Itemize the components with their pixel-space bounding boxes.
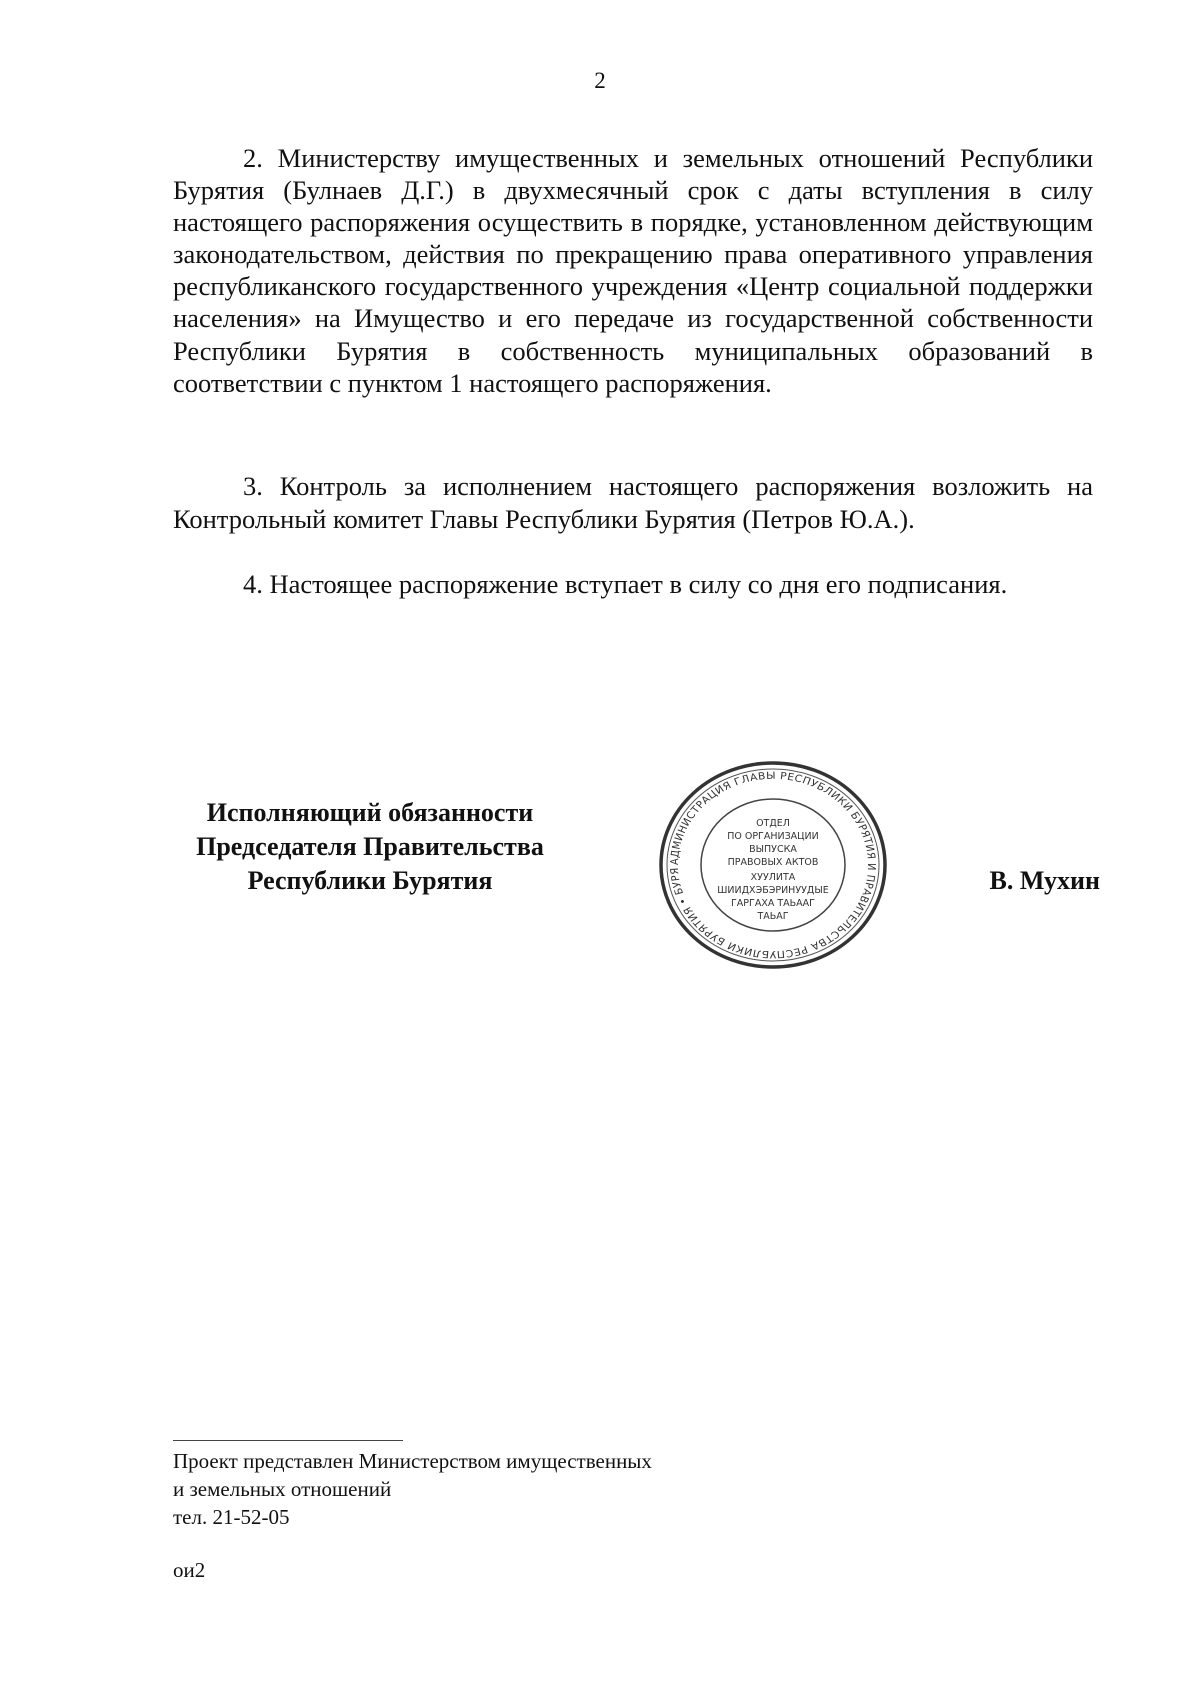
- seal-center-line: ШИИДХЭБЭРИНУУДЫЕ: [717, 885, 829, 896]
- seal-center-line: ПО ОРГАНИЗАЦИИ: [727, 831, 819, 842]
- signer-name: В. Мухин: [989, 866, 1100, 895]
- footnote-line: и земельных отношений: [173, 1477, 392, 1501]
- seal-center-line: ОТДЕЛ: [756, 818, 790, 829]
- signer-position: [150, 796, 590, 898]
- footnote: [173, 1447, 652, 1531]
- footnote-line: тел. 21-52-05: [173, 1505, 290, 1529]
- paragraph-3: 3. Контроль за исполнением настоящего распоряжения возложить на Контрольный комитет Главы Республики Бурятия (Петров Ю.А.).: [173, 471, 1093, 534]
- official-seal: [648, 758, 898, 972]
- page-number: 2: [594, 68, 606, 93]
- seal-center-line: ТАЬАГ: [757, 911, 789, 922]
- document-code: ои2: [173, 1558, 206, 1582]
- signer-position-line: Республики Бурятия: [247, 866, 493, 895]
- paragraph-4: 4. Настоящее распоряжение вступает в силу со дня его подписания.: [243, 569, 1008, 599]
- seal-center-line: ВЫПУСКА: [749, 844, 797, 855]
- seal-center-line: ГАРГАХА ТАЬААГ: [731, 898, 815, 909]
- seal-ring-text: АДМИНИСТРАЦИЯ ГЛАВЫ РЕСПУБЛИКИ БУРЯТИЯ И ПРАВИТЕЛЬСТВА РЕСПУБЛИКИ БУРЯТИЯ • БУРЯ: [668, 770, 878, 960]
- signer-position-line: Председателя Правительства: [196, 832, 544, 861]
- seal-center-line: ХУУЛИТА: [750, 872, 796, 883]
- footnote-rule: [173, 1440, 403, 1441]
- signer-position-line: Исполняющий обязанности: [206, 798, 534, 827]
- paragraph-2: 2. Министерству имущественных и земельных отношений Республики Бурятия (Булнаев Д.Г.) в двухмесячный срок с даты вступления в силу настоящего распоряжения осуществить в порядке, установленном действующим законодательством, действия по прекращению права оперативного управления республиканского государственного учреждения «Центр социальной поддержки населения» на Имущество и его передаче из государственной собственности Республики Бурятия в собственность муниципальных образований в соответствии с пунктом 1 настоящего распоряжения.: [173, 143, 1093, 398]
- footnote-line: Проект представлен Министерством имущественных: [173, 1449, 652, 1473]
- seal-center-line: ПРАВОВЫХ АКТОВ: [727, 857, 819, 868]
